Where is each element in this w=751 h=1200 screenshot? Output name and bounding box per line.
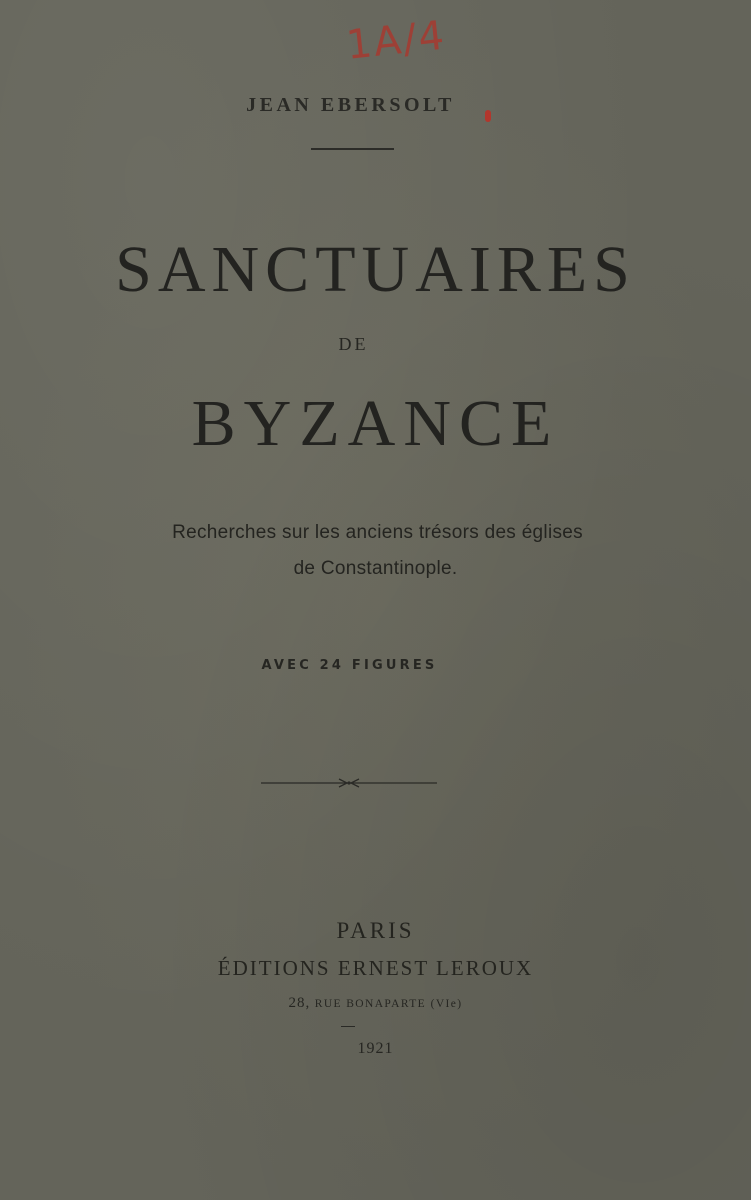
address-street: RUE BONAPARTE — [314, 998, 427, 1010]
title-line-2: BYZANCE — [191, 387, 560, 460]
handwritten-shelfmark: 1A/4 — [344, 12, 449, 69]
figures-note: AVEC 24 FIGURES — [261, 658, 438, 673]
address-number: 28, — [288, 995, 311, 1011]
publication-year: 1921 — [357, 1040, 394, 1057]
subtitle-line-1: Recherches sur les anciens trésors des églises — [172, 522, 583, 543]
imprint-address — [0, 995, 751, 1012]
title-line-1: SANCTUAIRES — [115, 233, 636, 306]
author-divider — [311, 148, 394, 150]
ornamental-divider — [261, 776, 437, 790]
year-divider — [341, 1026, 355, 1027]
title-connector: DE — [338, 334, 369, 354]
imprint-publisher: ÉDITIONS ERNEST LEROUX — [217, 956, 534, 980]
author-name: JEAN EBERSOLT — [246, 94, 455, 116]
address-district: (VIe) — [430, 998, 463, 1010]
subtitle-line-2: de Constantinople. — [293, 558, 458, 579]
imprint-city: PARIS — [336, 918, 415, 943]
